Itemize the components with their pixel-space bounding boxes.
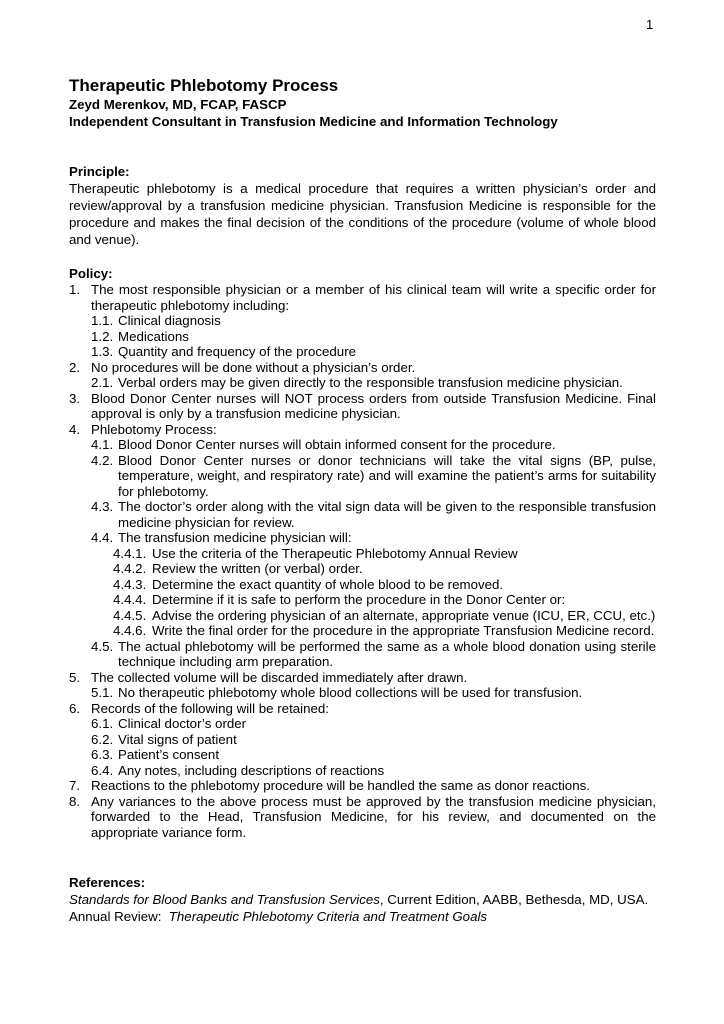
list-item: 1.2. Medications <box>91 328 189 344</box>
list-item: 6.4. Any notes, including descriptions of reactions <box>91 762 385 778</box>
list-item: 4.4.6. Write the final order for the procedure in the appropriate Transfusion Medicine record. <box>113 623 655 638</box>
list-item: 5. The collected volume will be discarded immediately after drawn. <box>69 669 468 685</box>
principle-heading: Principle: <box>69 164 130 179</box>
list-item: 4.4. The transfusion medicine physician will: <box>91 530 352 545</box>
list-item: 2.1. Verbal orders may be given directly to the responsible transfusion medicine physician. <box>91 375 623 390</box>
references-heading: References: <box>69 875 146 890</box>
reference-2: Annual Review: Therapeutic Phlebotomy Criteria and Treatment Goals <box>69 909 488 924</box>
list-item: 6.1. Clinical doctor’s order <box>91 716 247 731</box>
list-item: 8. Any variances to the above process must be approved by the transfusion medicine physician, forwarded to the Head, Transfusion Medicine, for his review, and documented on the appropriate variance form. <box>69 793 656 840</box>
list-item: 6. Records of the following will be retained: <box>69 700 329 716</box>
document-body <box>69 76 656 925</box>
list-item: 4.4.5. Advise the ordering physician of an alternate, appropriate venue (ICU, ER, CCU, etc.) <box>113 607 656 623</box>
list-item: 1.1. Clinical diagnosis <box>91 313 221 328</box>
list-item: 6.3. Patient’s consent <box>91 747 220 762</box>
policy-list <box>69 282 656 840</box>
page-number: 1 <box>646 17 654 32</box>
list-item: 4.2. Blood Donor Center nurses or donor technicians will take the vital signs (BP, pulse, temperature, weight, and respiratory rate) and will examine the patient’s arms for suitability for phlebotomy. <box>91 452 656 499</box>
author: Zeyd Merenkov, MD, FCAP, FASCP <box>69 97 287 112</box>
list-item: 2. No procedures will be done without a physician’s order. <box>69 359 416 375</box>
reference-1: Standards for Blood Banks and Transfusion Services, Current Edition, AABB, Bethesda, MD, USA. <box>69 892 649 907</box>
list-item: 4.1. Blood Donor Center nurses will obtain informed consent for the procedure. <box>91 437 556 452</box>
principle-text: Therapeutic phlebotomy is a medical procedure that requires a written physician’s order and review/approval by a transfusion medicine physician. Transfusion Medicine is responsible for the procedure and makes the final decision of the conditions of the procedure (volume of whole blood and venue). <box>69 181 656 247</box>
list-item: 4.4.2. Review the written (or verbal) order. <box>113 561 363 576</box>
list-item: 4.5. The actual phlebotomy will be performed the same as a whole blood donation using sterile technique including arm preparation. <box>91 638 656 669</box>
list-item: 4.4.4. Determine if it is safe to perform the procedure in the Donor Center or: <box>113 592 566 607</box>
reference-2-title: Therapeutic Phlebotomy Criteria and Treatment Goals <box>168 909 488 924</box>
reference-1-title: Standards for Blood Banks and Transfusion Services <box>69 892 380 907</box>
list-item: 6.2. Vital signs of patient <box>91 731 237 747</box>
list-item: 4.4.3. Determine the exact quantity of whole blood to be removed. <box>113 576 504 592</box>
list-item: 3. Blood Donor Center nurses will NOT process orders from outside Transfusion Medicine. Final approval is only by a transfusion medicine physician. <box>69 390 656 421</box>
list-item: 1. The most responsible physician or a member of his clinical team will write a specific order for therapeutic phlebotomy including: <box>69 282 656 313</box>
list-item: 4.4.1. Use the criteria of the Therapeutic Phlebotomy Annual Review <box>113 545 518 561</box>
list-item: 7. Reactions to the phlebotomy procedure will be handled the same as donor reactions. <box>69 778 590 793</box>
list-item: 5.1. No therapeutic phlebotomy whole blood collections will be used for transfusion. <box>91 685 583 700</box>
list-item: 4.3. The doctor’s order along with the vital sign data will be given to the responsible transfusion medicine physician for review. <box>91 499 656 530</box>
policy-heading: Policy: <box>69 266 113 281</box>
affiliation: Independent Consultant in Transfusion Medicine and Information Technology <box>69 114 558 129</box>
list-item: 1.3. Quantity and frequency of the procedure <box>91 344 357 359</box>
document-title: Therapeutic Phlebotomy Process <box>69 76 339 95</box>
list-item: 4. Phlebotomy Process: <box>69 421 217 437</box>
